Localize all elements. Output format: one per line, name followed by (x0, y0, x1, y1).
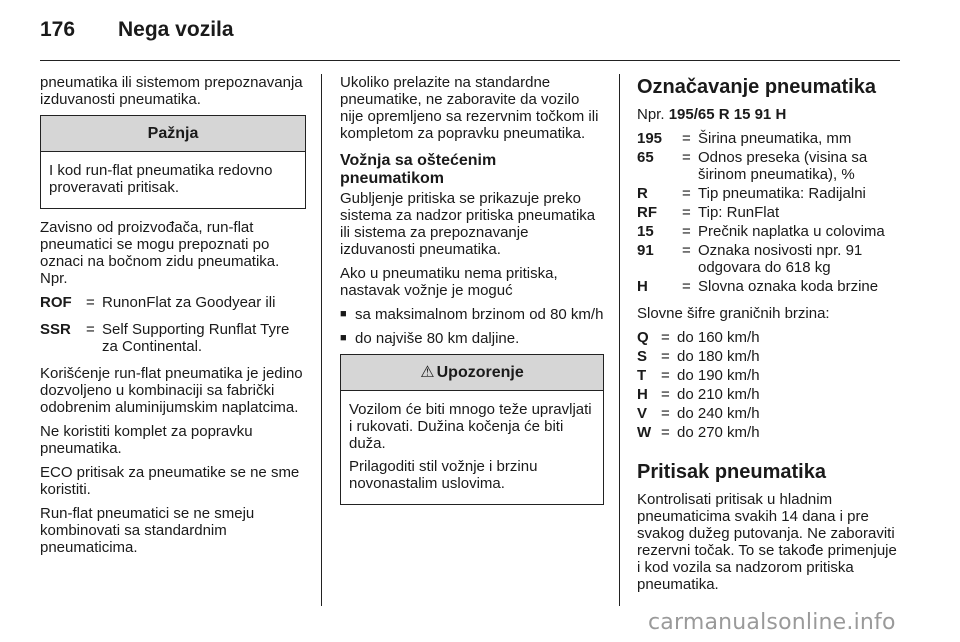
column-3 (637, 74, 901, 600)
paragraph: Kontrolisati pritisak u hladnim pneumaticima svakih 14 dana i pre svakog dužeg putovanja. Ne zaboraviti rezervni točak. To se takođe primenjuje i kod vozila sa nadzorom pritiska pneumatika. (637, 491, 897, 593)
definition-equals: = (682, 223, 691, 240)
definition-key: W (637, 424, 652, 441)
tire-code-list (637, 130, 901, 295)
definition-key: RF (637, 204, 657, 221)
page-header (40, 14, 900, 52)
list-item (340, 306, 604, 323)
definition-row (40, 321, 306, 355)
paragraph: ECO pritisak za pneumatike se ne sme koristiti. (40, 464, 300, 498)
definition-row (637, 130, 901, 147)
warning-text: Vozilom će biti mnogo teže upravljati i rukovati. Dužina kočenja će biti duža. (349, 401, 592, 452)
paragraph: Ako u pneumatiku nema pritiska, nastavak vožnje je moguć (340, 265, 558, 299)
definition-equals: = (682, 130, 691, 147)
list-item-text: sa maksimalnom brzinom od 80 km/h (355, 306, 604, 323)
definition-value: do 240 km/h (677, 405, 760, 422)
definition-key: Q (637, 329, 649, 346)
definition-row (637, 367, 901, 384)
definition-equals: = (682, 204, 691, 221)
list-item-text: do najviše 80 km daljine. (355, 330, 520, 347)
paragraph: Gubljenje pritiska se prikazuje preko sistema za nadzor pritiska pneumatika ili sistema za prepoznavanje izduvanosti pneumatika. (340, 190, 596, 258)
warning-body (341, 391, 603, 504)
definition-equals: = (661, 367, 670, 384)
definition-row (637, 185, 901, 202)
warning-text: Prilagoditi stil vožnje i brzinu novonastalim uslovima. (349, 458, 538, 492)
definition-row (637, 386, 901, 403)
column-divider-2 (619, 74, 620, 606)
notice-text: I kod run-flat pneumatika redovno proveravati pritisak. (49, 162, 273, 196)
definition-key: 65 (637, 149, 654, 166)
notice-body (41, 152, 305, 208)
paragraph: Slovne šifre graničnih brzina: (637, 305, 830, 322)
page-number: 176 (40, 18, 76, 41)
definition-value: Self Supporting Runflat Tyre za Continental. (102, 321, 290, 355)
definition-equals: = (682, 149, 691, 166)
definition-value: Odnos preseka (visina sa širinom pneumatika), % (698, 149, 868, 183)
warning-triangle-icon: ⚠ (420, 364, 435, 381)
definition-equals: = (661, 405, 670, 422)
definition-row (637, 223, 901, 240)
definition-key: H (637, 278, 648, 295)
paragraph: Ukoliko prelazite na standardne pneumatike, ne zaboravite da vozilo nije opremljeno sa rezervnim točkom ili kompletom za popravku pneumatika. (340, 74, 599, 142)
definition-key: S (637, 348, 648, 365)
column-1 (40, 74, 306, 563)
header-divider (40, 60, 900, 61)
definition-value: RunonFlat za Goodyear ili (102, 294, 276, 311)
definition-value: Širina pneumatika, mm (698, 130, 852, 147)
paragraph: Korišćenje run-flat pneumatika je jedino dozvoljeno u kombinaciji sa fabrički odobrenim aluminijumskim naplatcima. (40, 365, 303, 416)
bullet-icon: ■ (340, 332, 347, 344)
definition-value: do 210 km/h (677, 386, 760, 403)
definition-key: T (637, 367, 647, 384)
list-item (340, 330, 604, 347)
paragraph: Run-flat pneumatici se ne smeju kombinovati sa standardnim pneumaticima. (40, 505, 255, 556)
definition-equals: = (661, 386, 670, 403)
watermark-text: carmanualsonline.info (648, 610, 896, 635)
section-heading: Označavanje pneumatika (637, 76, 876, 98)
definition-key: H (637, 386, 648, 403)
example-line (637, 106, 901, 123)
definition-row (637, 329, 901, 346)
definition-equals: = (682, 278, 691, 295)
definition-key: R (637, 185, 648, 202)
definition-equals: = (86, 321, 95, 338)
definition-row (637, 278, 901, 295)
paragraph: Ne koristiti komplet za popravku pneumatika. (40, 423, 253, 457)
paragraph: Zavisno od proizvođača, run-flat pneumatici se mogu prepoznati po oznaci na bočnom zidu pneumatika. Npr. (40, 219, 280, 287)
definition-value: do 160 km/h (677, 329, 760, 346)
notice-box (40, 115, 306, 209)
definition-value: Tip: RunFlat (698, 204, 780, 221)
definition-row (637, 204, 901, 221)
definition-row (637, 348, 901, 365)
definition-row (637, 149, 901, 183)
definition-value: Slovna oznaka koda brzine (698, 278, 879, 295)
definition-value: Oznaka nosivosti npr. 91 odgovara do 618 kg (698, 242, 863, 276)
warning-box (340, 354, 604, 505)
definition-key: ROF (40, 294, 72, 311)
intro-paragraph: pneumatika ili sistemom prepoznavanja izduvanosti pneumatika. (40, 74, 303, 108)
warning-title: Upozorenje (436, 364, 524, 381)
definition-value: do 180 km/h (677, 348, 760, 365)
definition-row (637, 405, 901, 422)
definition-equals: = (661, 424, 670, 441)
definition-equals: = (661, 348, 670, 365)
definition-key: SSR (40, 321, 71, 338)
definition-key: 195 (637, 130, 663, 147)
definition-equals: = (682, 185, 691, 202)
definition-equals: = (682, 242, 691, 259)
column-2 (340, 74, 604, 515)
definition-equals: = (661, 329, 670, 346)
page-title: Nega vozila (118, 18, 234, 41)
definition-value: Prečnik naplatka u colovima (698, 223, 885, 240)
definition-row (637, 242, 901, 276)
column-divider-1 (321, 74, 322, 606)
definition-equals: = (86, 294, 95, 311)
definition-row (637, 424, 901, 441)
definition-key: V (637, 405, 648, 422)
definition-key: 15 (637, 223, 654, 240)
definition-key: 91 (637, 242, 654, 259)
example-prefix: Npr. (637, 106, 669, 123)
definition-value: do 270 km/h (677, 424, 760, 441)
notice-heading: Pažnja (41, 116, 305, 152)
definition-row (40, 294, 306, 311)
speed-code-list (637, 329, 901, 441)
section-heading: Pritisak pneumatika (637, 461, 826, 483)
section-heading: Vožnja sa oštećenim pneumatikom (340, 152, 497, 187)
definition-value: Tip pneumatika: Radijalni (698, 185, 866, 202)
warning-heading (341, 355, 603, 391)
example-code: 195/65 R 15 91 H (668, 106, 787, 123)
bullet-icon: ■ (340, 308, 347, 320)
definition-value: do 190 km/h (677, 367, 760, 384)
